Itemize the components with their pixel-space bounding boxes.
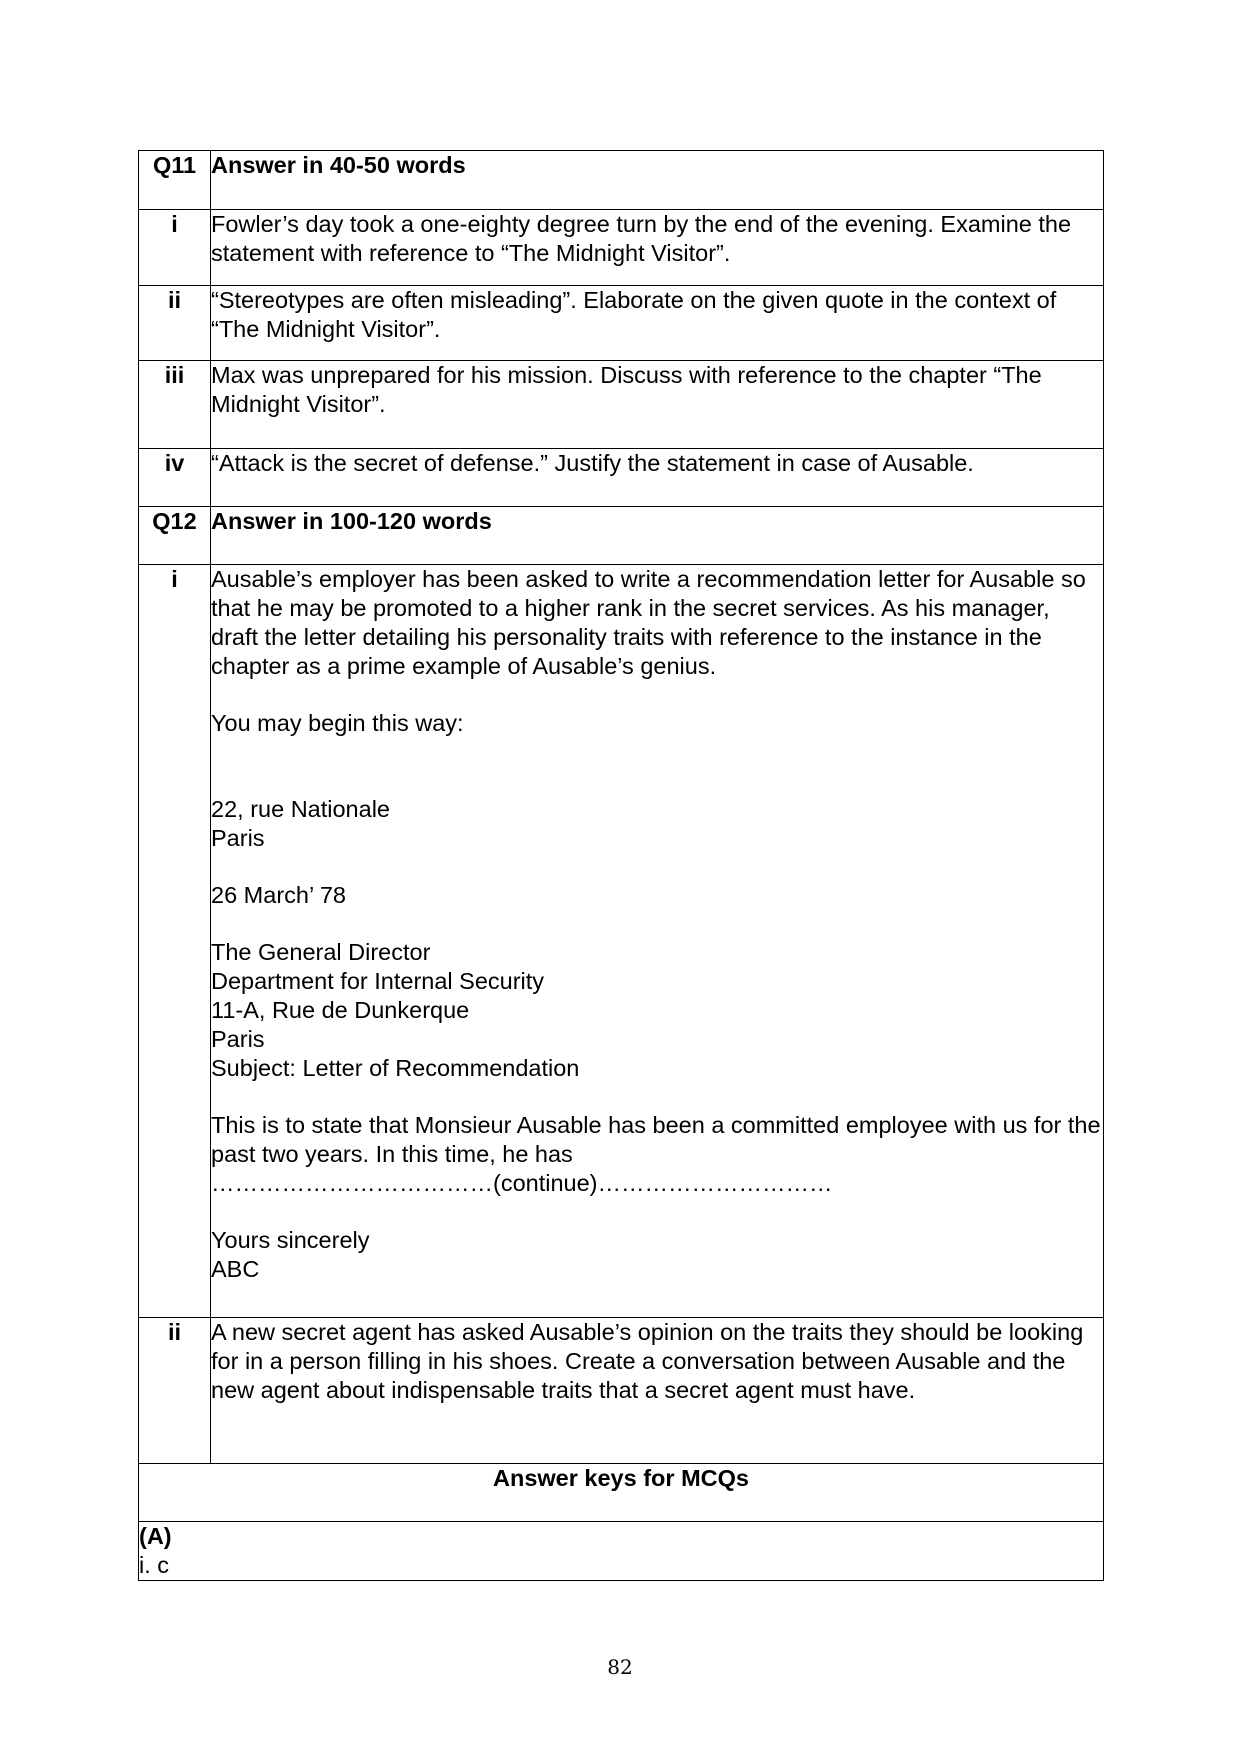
question-text: Max was unprepared for his mission. Discuss with reference to the chapter “The Midnight Visitor”. — [211, 361, 1104, 449]
q11-instruction: Answer in 40-50 words — [211, 151, 1104, 210]
letter-closing: Yours sincerely — [211, 1227, 370, 1253]
q11-item-row — [139, 361, 1104, 449]
question-table — [138, 150, 1104, 1581]
letter-date: 26 March’ 78 — [211, 882, 346, 908]
answer-keys-content — [139, 1522, 1104, 1581]
receiver-address-line: 11-A, Rue de Dunkerque — [211, 997, 470, 1023]
q12-item-row — [139, 1318, 1104, 1464]
receiver-address-line: Paris — [211, 1026, 265, 1052]
letter-signature: ABC — [211, 1256, 260, 1282]
answer-keys-row — [139, 1522, 1104, 1581]
q11-number: Q11 — [139, 151, 211, 210]
question-text: A new secret agent has asked Ausable’s opinion on the traits they should be looking for in a person filling in his shoes. Create a conversation between Ausable and the new agent about indispensable traits that a secret agent must have. — [211, 1318, 1104, 1464]
item-number: i — [139, 565, 211, 1318]
item-number: ii — [139, 286, 211, 361]
question-text: “Stereotypes are often misleading”. Elaborate on the given quote in the context of “The Midnight Visitor”. — [211, 286, 1104, 361]
sender-address-line: Paris — [211, 825, 265, 851]
q11-header-row — [139, 151, 1104, 210]
letter-subject: Subject: Letter of Recommendation — [211, 1055, 580, 1081]
page-number: 82 — [607, 1655, 633, 1679]
q11-item-row — [139, 449, 1104, 507]
q12-header-row — [139, 507, 1104, 565]
receiver-address-line: Department for Internal Security — [211, 968, 545, 994]
q12-number: Q12 — [139, 507, 211, 565]
question-text: Ausable’s employer has been asked to write a recommendation letter for Ausable so that he may be promoted to a higher rank in the secret services. As his manager, draft the letter detailing his personality traits with reference to the instance in the chapter as a prime example of Ausable’s genius. — [211, 566, 1086, 679]
answer-keys-header-row — [139, 1464, 1104, 1522]
item-number: iii — [139, 361, 211, 449]
letter-body: This is to state that Monsieur Ausable has been a committed employee with us for the past two years. In this time, he has — [211, 1112, 1101, 1167]
q12-instruction: Answer in 100-120 words — [211, 507, 1104, 565]
q12-item-row — [139, 565, 1104, 1318]
q11-item-row — [139, 210, 1104, 286]
question-text: “Attack is the secret of defense.” Justify the statement in case of Ausable. — [211, 449, 1104, 507]
begin-note: You may begin this way: — [211, 710, 464, 736]
letter-question — [211, 565, 1104, 1318]
receiver-address-line: The General Director — [211, 939, 431, 965]
answer-section-label: (A) — [139, 1523, 172, 1549]
letter-continue-line: ………………………………(continue)………………………… — [211, 1170, 833, 1196]
item-number: ii — [139, 1318, 211, 1464]
q11-item-row — [139, 286, 1104, 361]
item-number: i — [139, 210, 211, 286]
item-number: iv — [139, 449, 211, 507]
sender-address-line: 22, rue Nationale — [211, 796, 390, 822]
question-text: Fowler’s day took a one-eighty degree turn by the end of the evening. Examine the statement with reference to “The Midnight Visitor”. — [211, 210, 1104, 286]
answer-item: i. c — [139, 1552, 170, 1578]
answer-keys-title: Answer keys for MCQs — [139, 1464, 1104, 1522]
